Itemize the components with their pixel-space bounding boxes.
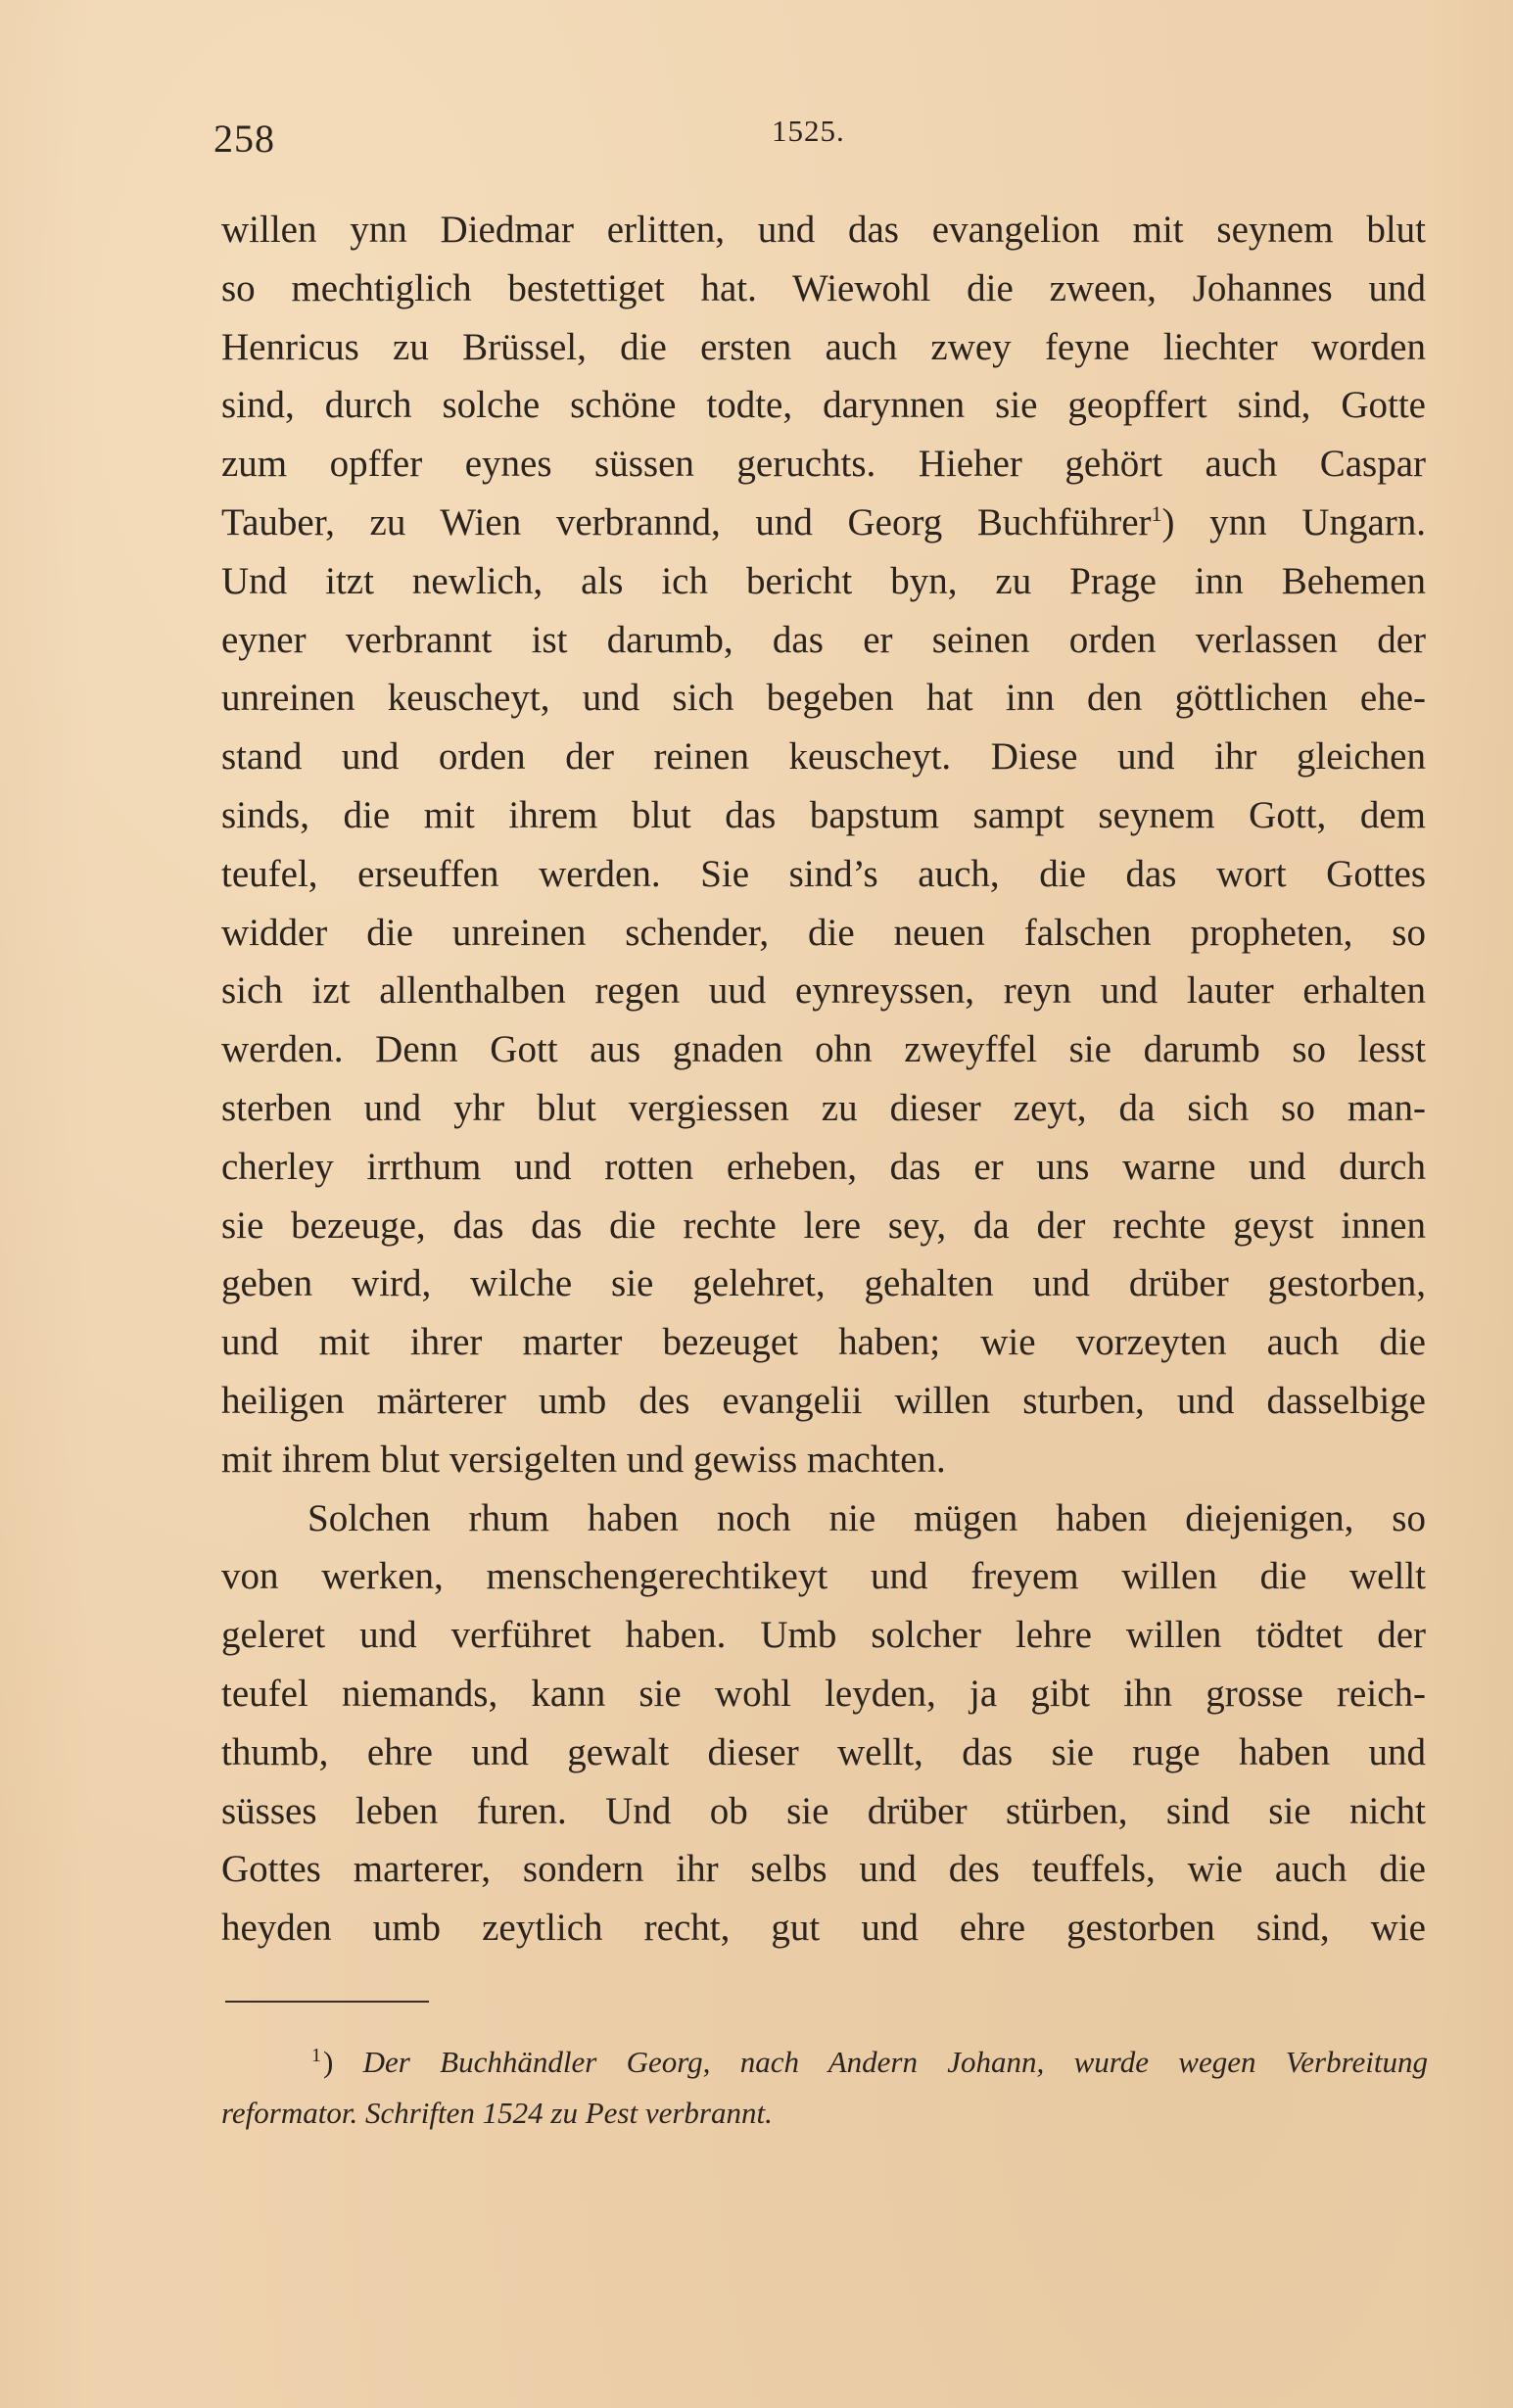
text-line: sich izt allenthalben regen uud eynreyssen, reyn und lauter erhalten bbox=[221, 969, 1426, 1013]
paragraph-end-line: mit ihrem blut versigelten und gewiss machten. bbox=[221, 1438, 946, 1481]
text-line: Und itzt newlich, als ich bericht byn, zu Prage inn Behemen bbox=[221, 559, 1426, 602]
running-head-year: 1525. bbox=[772, 114, 845, 148]
text-line: teufel, erseuffen werden. Sie sind’s auch, die das wort Gottes bbox=[221, 852, 1426, 895]
text-line: cherley irrthum und rotten erheben, das er uns warne und durch bbox=[221, 1145, 1426, 1188]
footnote-line: reformator. Schriften 1524 zu Pest verbrannt. bbox=[221, 2096, 773, 2130]
footnote-text: Der Buchhändler Georg, nach Andern Johann, wurde wegen Verbreitung bbox=[362, 2045, 1428, 2079]
text-line-segment: ) ynn Ungarn. bbox=[1161, 500, 1426, 543]
text-line: sterben und yhr blut vergiessen zu dieser zeyt, da sich so man- bbox=[221, 1086, 1426, 1129]
text-line: sinds, die mit ihrem blut das bapstum sampt seynem Gott, dem bbox=[221, 793, 1426, 836]
text-line: stand und orden der reinen keuscheyt. Diese und ihr gleichen bbox=[221, 735, 1426, 779]
footnotes bbox=[221, 2037, 1428, 2139]
text-line: zum opffer eynes süssen geruchts. Hieher gehört auch Caspar bbox=[221, 443, 1426, 486]
text-line: widder die unreinen schender, die neuen falschen propheten, so bbox=[221, 911, 1426, 954]
body-text bbox=[221, 201, 1426, 1958]
footnote-divider bbox=[225, 2001, 429, 2003]
text-line: süsses leben furen. Und ob sie drüber stürben, sind sie nicht bbox=[221, 1789, 1426, 1832]
text-line: heiligen märterer umb des evangelii willen sturben, und dasselbige bbox=[221, 1379, 1426, 1422]
text-line: so mechtiglich bestettiget hat. Wiewohl die zween, Johannes und bbox=[221, 266, 1426, 309]
text-line: willen ynn Diedmar erlitten, und das evangelion mit seynem blut bbox=[221, 209, 1426, 251]
paragraph-start-line: Solchen rhum haben noch nie mügen haben diejenigen, so bbox=[307, 1496, 1426, 1539]
text-line: und mit ihrer marter bezeuget haben; wie vorzeyten auch die bbox=[221, 1321, 1426, 1364]
text-line: geleret und verführet haben. Umb solcher lehre willen tödtet der bbox=[221, 1614, 1426, 1657]
text-line-segment: Tauber, zu Wien verbrannd, und Georg Buchführer bbox=[221, 500, 1152, 543]
text-line: Gottes marterer, sondern ihr selbs und des teuffels, wie auch die bbox=[221, 1848, 1426, 1891]
text-line: sie bezeuge, das das die rechte lere sey, da der rechte geyst innen bbox=[221, 1204, 1426, 1247]
text-line: eyner verbrannt ist darumb, das er seinen orden verlassen der bbox=[221, 618, 1426, 661]
text-line-with-footnote-ref bbox=[221, 494, 1426, 552]
text-line: heyden umb zeytlich recht, gut und ehre gestorben sind, wie bbox=[221, 1907, 1426, 1950]
text-line: werden. Denn Gott aus gnaden ohn zweyffel sie darumb so lesst bbox=[221, 1028, 1426, 1071]
text-line: sind, durch solche schöne todte, darynnen sie geopffert sind, Gotte bbox=[221, 384, 1426, 427]
text-line: Henricus zu Brüssel, die ersten auch zwey feyne liechter worden bbox=[221, 325, 1426, 368]
footnote-paren: ) bbox=[323, 2045, 334, 2079]
footnote-line bbox=[221, 2037, 1428, 2088]
text-line: unreinen keuscheyt, und sich begeben hat inn den göttlichen ehe- bbox=[221, 677, 1426, 720]
text-line: von werken, menschengerechtikeyt und freyem willen die wellt bbox=[221, 1555, 1426, 1598]
page-number: 258 bbox=[213, 117, 275, 161]
text-line: thumb, ehre und gewalt dieser wellt, das sie ruge haben und bbox=[221, 1730, 1426, 1773]
text-line: teufel niemands, kann sie wohl leyden, ja gibt ihn grosse reich- bbox=[221, 1672, 1426, 1715]
footnote-marker: 1 bbox=[311, 2044, 321, 2066]
text-line: geben wird, wilche sie gelehret, gehalten und drüber gestorben, bbox=[221, 1262, 1426, 1305]
footnote-reference[interactable]: 1 bbox=[1151, 500, 1162, 526]
